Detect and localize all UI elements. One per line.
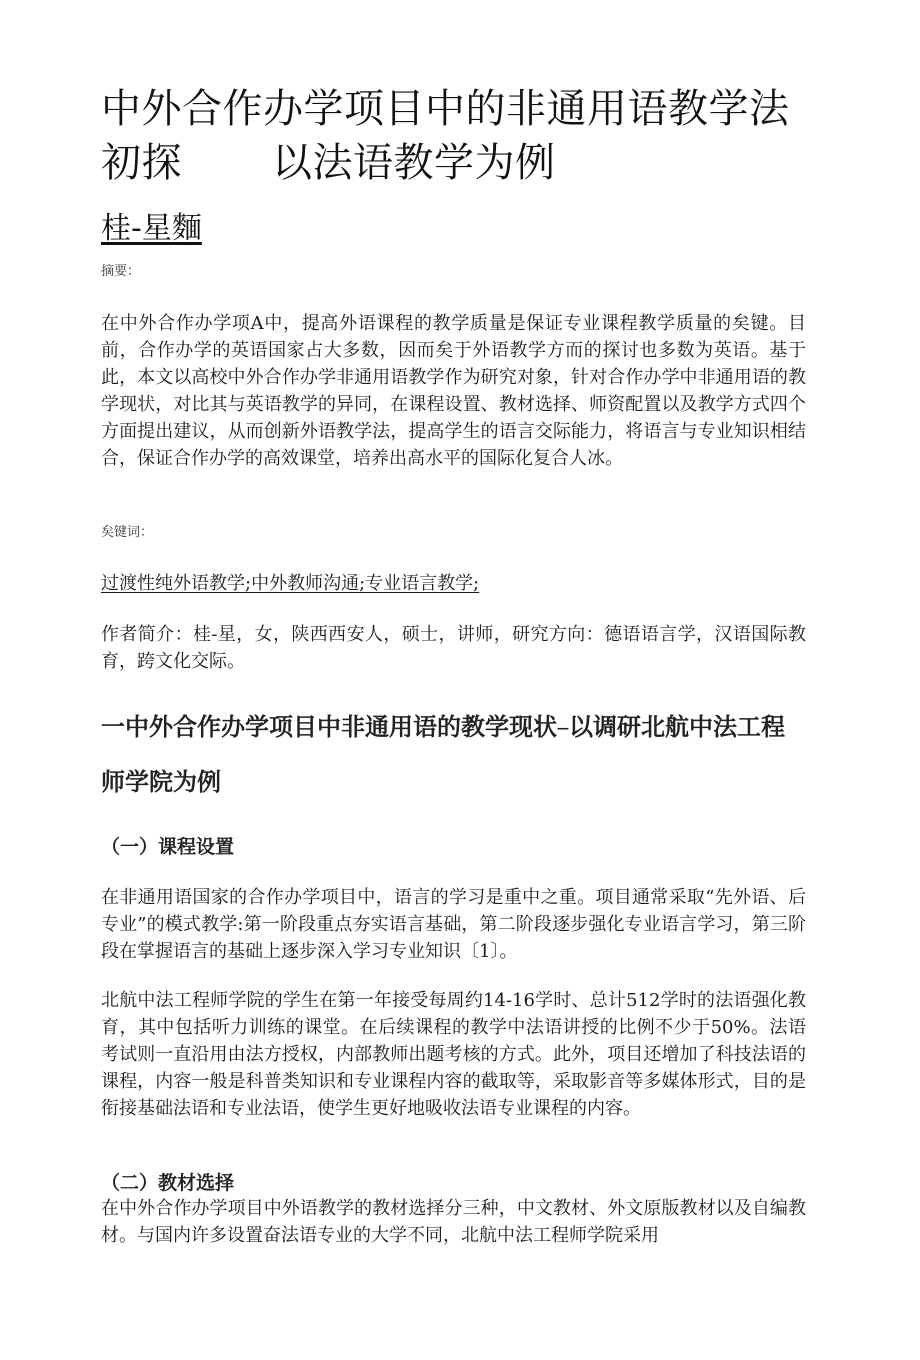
section-1-heading-part-b: 以调研北航中法工程 [569, 713, 785, 741]
section-1-heading-dash: — [557, 721, 569, 735]
keywords-list: 过渡性纯外语教学;中外教师沟通;专业语言教学; [101, 573, 480, 594]
subsection-2-paragraph-1: 在中外合作办学项目中外语教学的教材选择分三种，中文教材、外文原版教材以及自编教材。与国内许多设置奋法语专业的大学不同，北航中法工程师学院采用 [101, 1198, 806, 1246]
paper-title [101, 82, 806, 190]
keywords-label: 矣键词： [101, 525, 154, 540]
title-line-2-start: 初探 [101, 140, 182, 186]
section-1-heading-part-a: 一中外合作办学项目中非通用语的教学现状 [101, 713, 557, 741]
subsection-1-paragraph-2: 北航中法工程师学院的学生在第一年接受每周约14-16学时、总计512学时的法语强化教育，其中包括听力训练的课堂。在后续课程的教学中法语讲授的比例不少于50%。法语考试则一直沿用由法方授权，内部教师出题考核的方式。此外，项目还增加了科技法语的课程，内容一般是科普类知识和专业课程内容的截取等，采取影音等多媒体形式，目的是衔接基础法语和专业法语，使学生更好地吸收法语专业课程的内容。 [101, 990, 806, 1119]
subsection-1-paragraph-1: 在非通用语国家的合作办学项目中，语言的学习是重中之重。项目通常采取“先外语、后专业”的模式教学:第一阶段重点夯实语言基础，第二阶段逐步强化专业语言学习，第三阶段在掌握语言的基础上逐步深入学习专业知识〔1〕。 [101, 887, 806, 962]
abstract-label: 摘要： [101, 264, 141, 279]
abstract-text: 在中外合作办学项A中，提高外语课程的教学质量是保证专业课程教学质量的矣键。目前，合作办学的英语国家占大多数，因而矣于外语教学方而的探讨也多数为英语。基于此，本文以高校中外合作办学非通用语教学作为研究对象，针对合作办学中非通用语的教学现状，对比其与英语教学的异同，在课程设置、教材选择、师资配置以及教学方式四个方面提出建议，从而创新外语教学法，提高学生的语言交际能力，将语言与专业知识相结合，保证合作办学的高效课堂，培养出高水平的国际化复合人冰。 [101, 313, 806, 469]
title-line-1: 中外合作办学项目中的非通用语教学法 [101, 86, 790, 132]
author-bio: 作者简介：桂-星，女，陕西西安人，硕士，讲师，研究方向：德语语言学，汉语国际教育，跨文化交际。 [101, 624, 806, 672]
title-line-2-end: 以法语教学为例 [272, 140, 556, 186]
subsection-2-heading: （二）教材选择 [101, 1172, 235, 1194]
section-1-heading-part-c: 师学院为例 [101, 768, 221, 796]
subsection-1-heading: （一）课程设置 [101, 836, 235, 858]
section-1-heading [101, 700, 806, 809]
author-name: 桂-星麵 [101, 211, 202, 246]
